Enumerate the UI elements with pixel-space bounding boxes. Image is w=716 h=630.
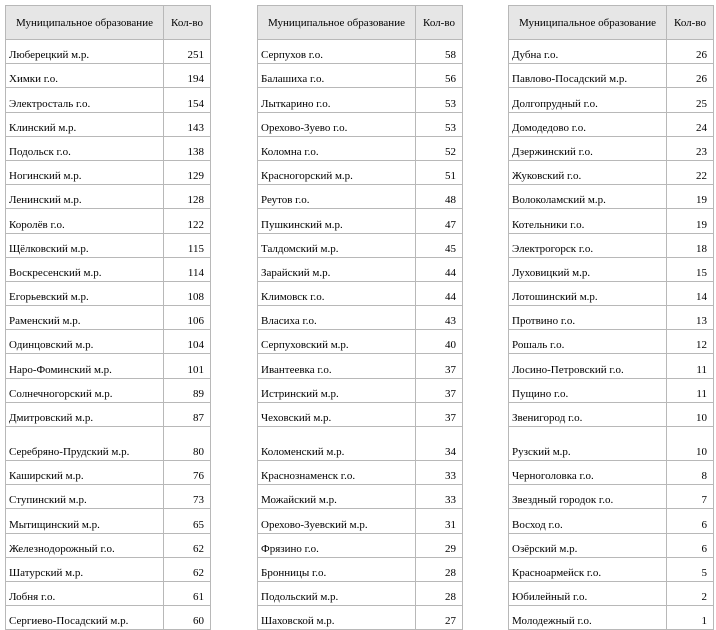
municipality-count: 11 [667, 354, 714, 378]
municipality-name: Орехово-Зуевский м.р. [258, 509, 416, 533]
municipality-name: Одинцовский м.р. [6, 330, 164, 354]
municipality-name: Воскресенский м.р. [6, 257, 164, 281]
municipality-name: Сергиево-Посадский м.р. [6, 606, 164, 630]
municipality-count: 154 [164, 88, 211, 112]
municipality-count: 40 [416, 330, 463, 354]
municipality-table-3 [508, 5, 714, 630]
municipality-name: Ленинский м.р. [6, 185, 164, 209]
municipality-name: Раменский м.р. [6, 306, 164, 330]
municipality-count: 10 [667, 427, 714, 461]
municipality-count: 61 [164, 581, 211, 605]
table-row [6, 402, 211, 426]
municipality-count: 128 [164, 185, 211, 209]
municipality-count: 6 [667, 509, 714, 533]
municipality-name: Дмитровский м.р. [6, 402, 164, 426]
header-municipality: Муниципальное образование [6, 6, 164, 40]
municipality-name: Люберецкий м.р. [6, 40, 164, 64]
table-row [6, 233, 211, 257]
municipality-count: 43 [416, 306, 463, 330]
table-row [258, 485, 463, 509]
municipality-name: Коломенский м.р. [258, 427, 416, 461]
table-row [258, 88, 463, 112]
municipality-name: Звенигород г.о. [509, 402, 667, 426]
table-row [6, 581, 211, 605]
table-row [6, 64, 211, 88]
table-row [509, 330, 714, 354]
municipality-count: 15 [667, 257, 714, 281]
municipality-count: 27 [416, 606, 463, 630]
municipality-count: 114 [164, 257, 211, 281]
municipality-count: 26 [667, 40, 714, 64]
table-row [6, 306, 211, 330]
municipality-count: 56 [416, 64, 463, 88]
municipality-count: 24 [667, 112, 714, 136]
table-row [6, 112, 211, 136]
municipality-count: 76 [164, 461, 211, 485]
municipality-name: Власиха г.о. [258, 306, 416, 330]
table-row [6, 509, 211, 533]
municipality-count: 1 [667, 606, 714, 630]
municipality-name: Лосино-Петровский г.о. [509, 354, 667, 378]
table-row [258, 354, 463, 378]
municipality-name: Реутов г.о. [258, 185, 416, 209]
municipality-count: 194 [164, 64, 211, 88]
municipality-count: 10 [667, 402, 714, 426]
municipality-count: 19 [667, 209, 714, 233]
municipality-count: 18 [667, 233, 714, 257]
municipality-count: 44 [416, 257, 463, 281]
table-row [509, 185, 714, 209]
municipality-count: 12 [667, 330, 714, 354]
municipality-name: Пущино г.о. [509, 378, 667, 402]
municipality-count: 104 [164, 330, 211, 354]
municipality-name: Наро-Фоминский м.р. [6, 354, 164, 378]
municipality-name: Химки г.о. [6, 64, 164, 88]
table-row [509, 88, 714, 112]
municipality-name: Дубна г.о. [509, 40, 667, 64]
table-row [509, 557, 714, 581]
municipality-count: 45 [416, 233, 463, 257]
municipality-name: Протвино г.о. [509, 306, 667, 330]
municipality-name: Ногинский м.р. [6, 160, 164, 184]
municipality-count: 33 [416, 461, 463, 485]
municipality-name: Подольск г.о. [6, 136, 164, 160]
table-row [509, 257, 714, 281]
municipality-count: 48 [416, 185, 463, 209]
table-row [509, 378, 714, 402]
municipality-name: Ступинский м.р. [6, 485, 164, 509]
header-municipality: Муниципальное образование [258, 6, 416, 40]
municipality-name: Луховицкий м.р. [509, 257, 667, 281]
municipality-name: Балашиха г.о. [258, 64, 416, 88]
municipality-name: Королёв г.о. [6, 209, 164, 233]
municipality-name: Котельники г.о. [509, 209, 667, 233]
municipality-count: 2 [667, 581, 714, 605]
municipality-count: 37 [416, 354, 463, 378]
table-row [509, 306, 714, 330]
table-row [509, 112, 714, 136]
table-row [6, 209, 211, 233]
header-municipality: Муниципальное образование [509, 6, 667, 40]
table-row [258, 509, 463, 533]
municipality-name: Ивантеевка г.о. [258, 354, 416, 378]
municipality-name: Лыткарино г.о. [258, 88, 416, 112]
municipality-count: 53 [416, 88, 463, 112]
municipality-count: 26 [667, 64, 714, 88]
municipality-name: Зарайский м.р. [258, 257, 416, 281]
municipality-name: Серебряно-Прудский м.р. [6, 427, 164, 461]
table-row [509, 160, 714, 184]
municipality-name: Талдомский м.р. [258, 233, 416, 257]
municipality-name: Серпуховский м.р. [258, 330, 416, 354]
table-row [509, 233, 714, 257]
municipality-name: Восход г.о. [509, 509, 667, 533]
table-row [258, 233, 463, 257]
municipality-count: 73 [164, 485, 211, 509]
municipality-count: 19 [667, 185, 714, 209]
table-row [6, 136, 211, 160]
table-row [509, 64, 714, 88]
municipality-name: Долгопрудный г.о. [509, 88, 667, 112]
municipality-count: 101 [164, 354, 211, 378]
municipality-count: 7 [667, 485, 714, 509]
municipality-count: 37 [416, 402, 463, 426]
municipality-name: Коломна г.о. [258, 136, 416, 160]
table-header-row [258, 6, 463, 40]
municipality-name: Рошаль г.о. [509, 330, 667, 354]
municipality-name: Дзержинский г.о. [509, 136, 667, 160]
municipality-count: 143 [164, 112, 211, 136]
municipality-name: Юбилейный г.о. [509, 581, 667, 605]
table-row [6, 160, 211, 184]
municipality-count: 89 [164, 378, 211, 402]
table-row [6, 257, 211, 281]
municipality-name: Егорьевский м.р. [6, 281, 164, 305]
table-row [258, 378, 463, 402]
table-row [509, 461, 714, 485]
municipality-count: 106 [164, 306, 211, 330]
municipality-count: 44 [416, 281, 463, 305]
municipality-name: Лотошинский м.р. [509, 281, 667, 305]
municipality-name: Каширский м.р. [6, 461, 164, 485]
table-row [258, 427, 463, 461]
table-row [6, 40, 211, 64]
municipality-count: 13 [667, 306, 714, 330]
table-header-row [509, 6, 714, 40]
table-row [6, 461, 211, 485]
table-row [258, 461, 463, 485]
municipality-count: 6 [667, 533, 714, 557]
table-row [258, 40, 463, 64]
municipality-count: 29 [416, 533, 463, 557]
municipality-table-2 [257, 5, 463, 630]
table-row [258, 606, 463, 630]
municipality-count: 23 [667, 136, 714, 160]
table-row [509, 427, 714, 461]
municipality-name: Бронницы г.о. [258, 557, 416, 581]
table-row [258, 281, 463, 305]
header-count: Кол-во [667, 6, 714, 40]
table-row [258, 306, 463, 330]
municipality-name: Орехово-Зуево г.о. [258, 112, 416, 136]
municipality-count: 14 [667, 281, 714, 305]
municipality-count: 58 [416, 40, 463, 64]
table-row [509, 354, 714, 378]
municipality-name: Электрогорск г.о. [509, 233, 667, 257]
municipality-count: 37 [416, 378, 463, 402]
municipality-count: 251 [164, 40, 211, 64]
table-row [6, 533, 211, 557]
municipality-name: Пушкинский м.р. [258, 209, 416, 233]
municipality-count: 108 [164, 281, 211, 305]
municipality-name: Фрязино г.о. [258, 533, 416, 557]
municipality-count: 34 [416, 427, 463, 461]
municipality-count: 28 [416, 557, 463, 581]
table-header-row [6, 6, 211, 40]
header-count: Кол-во [164, 6, 211, 40]
municipality-name: Краснознаменск г.о. [258, 461, 416, 485]
municipality-name: Мытищинский м.р. [6, 509, 164, 533]
municipality-name: Домодедово г.о. [509, 112, 667, 136]
table-row [258, 402, 463, 426]
table-row [509, 209, 714, 233]
table-row [6, 88, 211, 112]
municipality-name: Электросталь г.о. [6, 88, 164, 112]
table-row [258, 330, 463, 354]
table-row [258, 185, 463, 209]
municipality-count: 25 [667, 88, 714, 112]
table-row [509, 402, 714, 426]
municipality-name: Молодежный г.о. [509, 606, 667, 630]
municipality-count: 87 [164, 402, 211, 426]
table-row [6, 354, 211, 378]
table-row [6, 427, 211, 461]
table-row [509, 606, 714, 630]
municipality-count: 60 [164, 606, 211, 630]
municipality-count: 129 [164, 160, 211, 184]
municipality-name: Солнечногорский м.р. [6, 378, 164, 402]
municipality-name: Шаховской м.р. [258, 606, 416, 630]
table-row [6, 281, 211, 305]
municipality-name: Чеховский м.р. [258, 402, 416, 426]
table-row [258, 136, 463, 160]
table-row [6, 557, 211, 581]
table-row [6, 330, 211, 354]
table-row [258, 160, 463, 184]
municipality-name: Черноголовка г.о. [509, 461, 667, 485]
header-count: Кол-во [416, 6, 463, 40]
municipality-name: Лобня г.о. [6, 581, 164, 605]
municipality-count: 5 [667, 557, 714, 581]
municipality-count: 47 [416, 209, 463, 233]
municipality-count: 122 [164, 209, 211, 233]
table-row [258, 112, 463, 136]
municipality-count: 138 [164, 136, 211, 160]
municipality-name: Щёлковский м.р. [6, 233, 164, 257]
table-row [258, 257, 463, 281]
table-row [6, 485, 211, 509]
municipality-name: Озёрский м.р. [509, 533, 667, 557]
table-row [6, 185, 211, 209]
table-row [509, 533, 714, 557]
municipality-name: Железнодорожный г.о. [6, 533, 164, 557]
municipality-count: 31 [416, 509, 463, 533]
table-row [258, 209, 463, 233]
municipality-name: Клинский м.р. [6, 112, 164, 136]
table-row [258, 64, 463, 88]
municipality-name: Звездный городок г.о. [509, 485, 667, 509]
municipality-count: 51 [416, 160, 463, 184]
municipality-name: Красноармейск г.о. [509, 557, 667, 581]
municipality-count: 53 [416, 112, 463, 136]
table-row [509, 136, 714, 160]
table-row [258, 581, 463, 605]
municipality-name: Красногорский м.р. [258, 160, 416, 184]
table-row [6, 606, 211, 630]
municipality-count: 28 [416, 581, 463, 605]
municipality-name: Волоколамский м.р. [509, 185, 667, 209]
municipality-count: 11 [667, 378, 714, 402]
municipality-count: 80 [164, 427, 211, 461]
table-row [509, 40, 714, 64]
municipality-count: 33 [416, 485, 463, 509]
table-row [509, 509, 714, 533]
municipality-count: 22 [667, 160, 714, 184]
table-row [509, 485, 714, 509]
municipality-table-1 [5, 5, 211, 630]
table-row [6, 378, 211, 402]
municipality-name: Истринский м.р. [258, 378, 416, 402]
municipality-name: Можайский м.р. [258, 485, 416, 509]
table-row [509, 581, 714, 605]
municipality-name: Жуковский г.о. [509, 160, 667, 184]
municipality-count: 65 [164, 509, 211, 533]
municipality-count: 62 [164, 557, 211, 581]
municipality-name: Рузский м.р. [509, 427, 667, 461]
municipality-count: 62 [164, 533, 211, 557]
table-row [258, 557, 463, 581]
table-row [509, 281, 714, 305]
municipality-name: Шатурский м.р. [6, 557, 164, 581]
municipality-count: 8 [667, 461, 714, 485]
municipality-count: 115 [164, 233, 211, 257]
table-row [258, 533, 463, 557]
municipality-name: Павлово-Посадский м.р. [509, 64, 667, 88]
municipality-name: Серпухов г.о. [258, 40, 416, 64]
municipality-name: Подольский м.р. [258, 581, 416, 605]
municipality-count: 52 [416, 136, 463, 160]
municipality-name: Климовск г.о. [258, 281, 416, 305]
